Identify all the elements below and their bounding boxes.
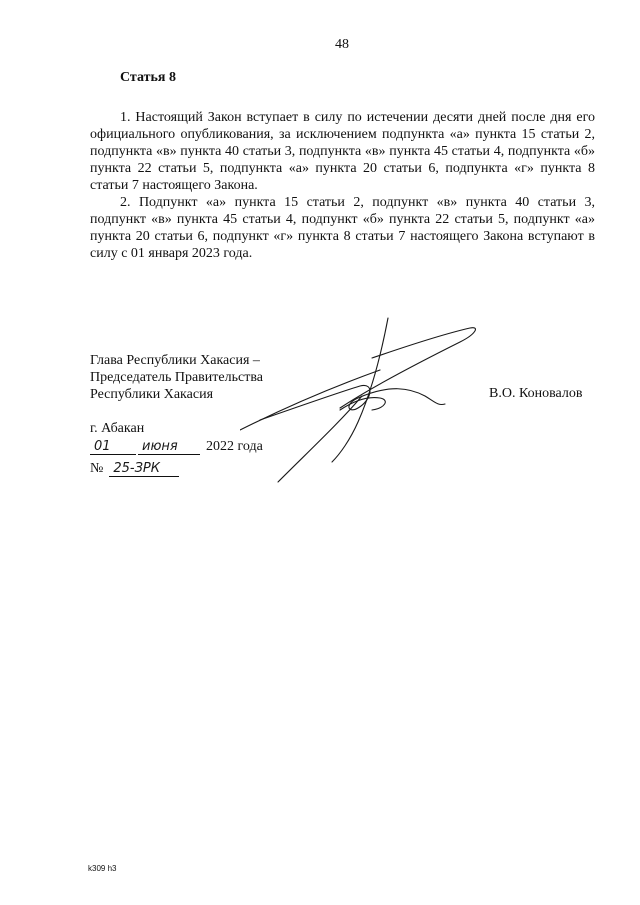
date-month-handwritten: июня [138,440,200,455]
law-number-line [90,461,179,477]
article-paragraph-2: 2. Подпункт «а» пункта 15 статьи 2, подпункт «в» пункта 40 статьи 3, подпункт «в» пункта 45 статьи 4, подпункт «б» пункта 22 статьи 5, подпункт «а» пункта 20 статьи 6, подпункт «г» пункта 8 статьи 7 настоящего Закона вступают в силу с 01 января 2023 года. [90,195,595,261]
signatory-title-line-3: Республики Хакасия [90,387,214,402]
signatory-title-line-2: Председатель Правительства [90,370,263,385]
article-heading: Статья 8 [120,70,176,85]
date-day-handwritten: 01 [90,440,136,455]
footer-code: k309 h3 [88,864,117,873]
law-number-handwritten: 25-ЗРК [109,462,179,477]
number-sign: № [90,461,104,476]
signatory-title [90,352,263,403]
handwritten-signature [240,300,500,500]
signature-stroke-2 [340,328,475,408]
signature-stroke-1 [332,318,388,462]
signatory-title-line-1: Глава Республики Хакасия – [90,353,260,368]
article-paragraph-1: 1. Настоящий Закон вступает в силу по истечении десяти дней после дня его официального опубликования, за исключением подпункта «а» пункта 15 статьи 2, подпункта «в» пункта 40 статьи 3, подпункта «в» пункта 45 статьи 4, подпункта «б» пункта 22 статьи 5, подпункта «а» пункта 20 статьи 6, подпункта «г» пункта 8 статьи 7 настоящего Закона. [90,110,595,193]
date-year: 2022 года [206,439,263,454]
city: г. Абакан [90,421,145,436]
page-number: 48 [335,37,349,52]
signatory-name: В.О. Коновалов [489,386,583,401]
date-line [90,439,263,455]
